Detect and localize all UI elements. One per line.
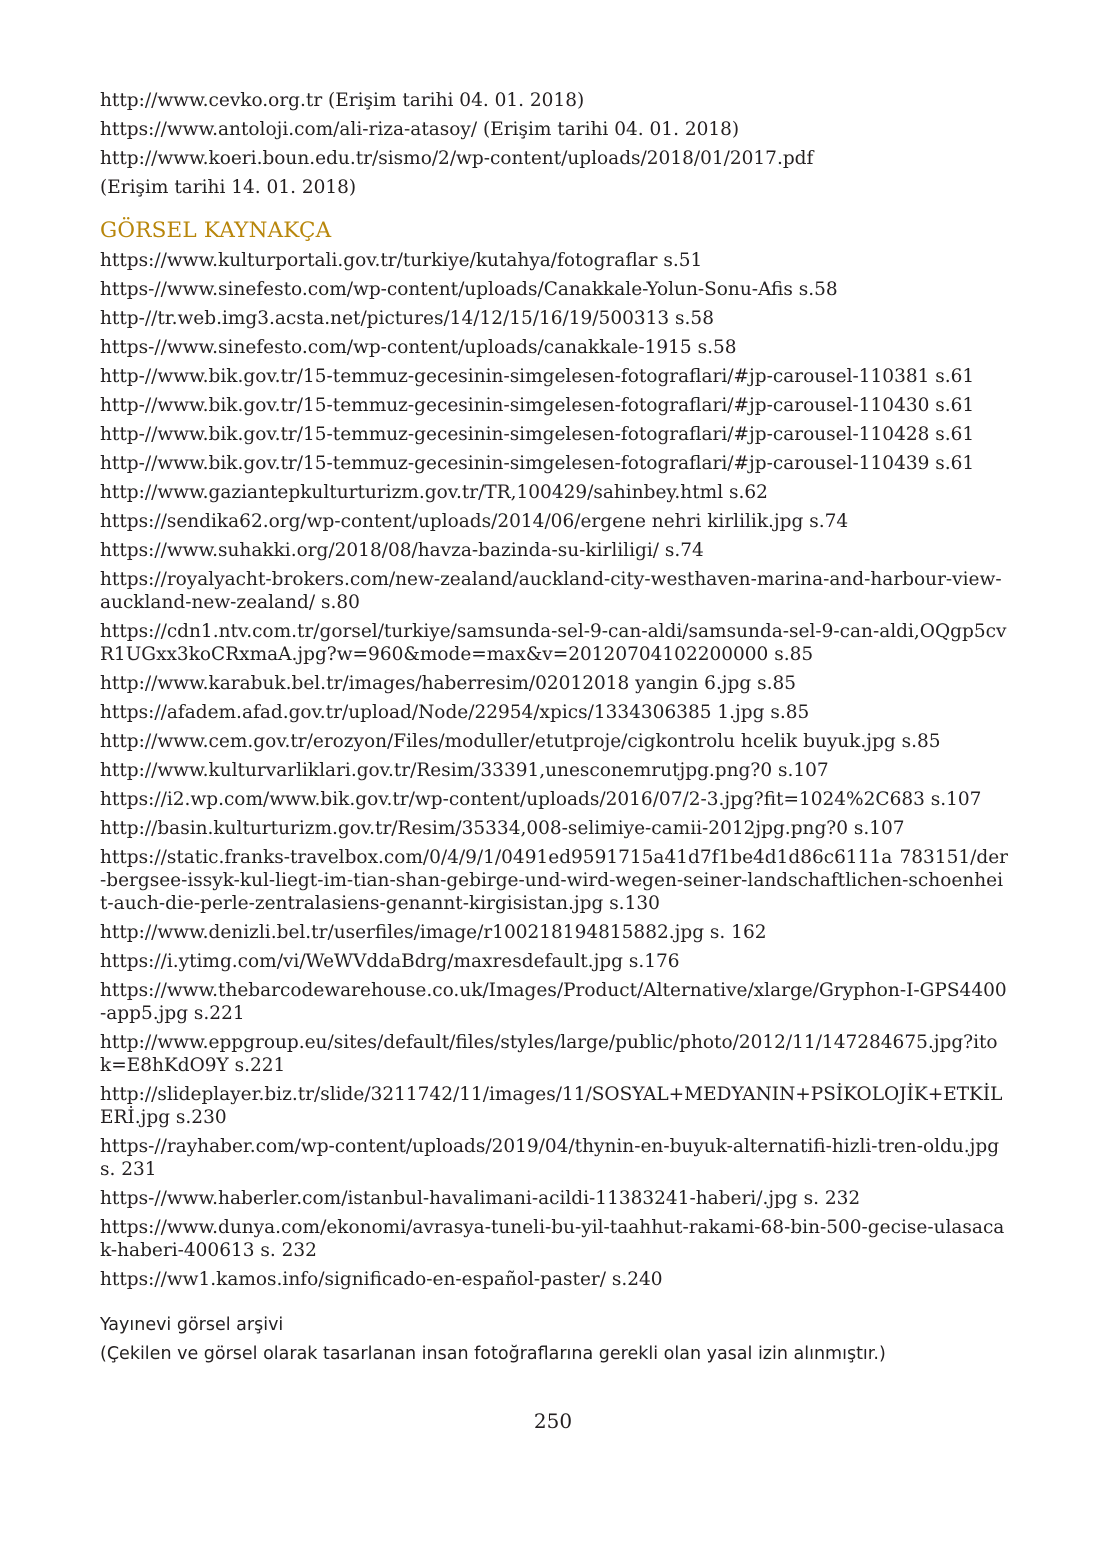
visual-reference: http://slideplayer.biz.tr/slide/3211742/11/images/11/SOSYAL+MEDYANIN+PSİKOLOJİK+ETKİLERİ.jpg s.230 [100,1084,1003,1128]
visual-reference: http-//www.bik.gov.tr/15-temmuz-gecesinin-simgelesen-fotograflari/#jp-carousel-110381 s.61 [100,366,975,387]
visual-reference: https://www.thebarcodewarehouse.co.uk/Images/Product/Alternative/xlarge/Gryphon-I-GPS4400-app5.jpg s.221 [100,980,1007,1024]
visual-reference: https://i.ytimg.com/vi/WeWVddaBdrg/maxresdefault.jpg s.176 [100,951,680,972]
visual-reference: https://cdn1.ntv.com.tr/gorsel/turkiye/samsunda-sel-9-can-aldi/samsunda-sel-9-can-aldi,OQgp5cvR1UGxx3koCRxmaA.jpg?w=960&mode=max&v=20120704102200000 s.85 [100,621,1007,665]
visual-reference: https://ww1.kamos.info/significado-en-español-paster/ s.240 [100,1269,663,1290]
visual-reference: http://basin.kulturturizm.gov.tr/Resim/35334,008-selimiye-camii-2012jpg.png?0 s.107 [100,818,905,839]
visual-reference: https://royalyacht-brokers.com/new-zealand/auckland-city-westhaven-marina-and-harbour-view-auckland-new-zealand/ s.80 [100,569,1002,613]
visual-reference: http-//www.bik.gov.tr/15-temmuz-gecesinin-simgelesen-fotograflari/#jp-carousel-110439 s.61 [100,453,975,474]
web-references [100,86,1008,202]
visual-reference: https-//www.haberler.com/istanbul-havalimani-acildi-11383241-haberi/.jpg s. 232 [100,1188,861,1209]
section-title: GÖRSEL KAYNAKÇA [100,218,332,243]
visual-reference: https://www.suhakki.org/2018/08/havza-bazinda-su-kirliligi/ s.74 [100,540,704,561]
visual-reference: https-//www.sinefesto.com/wp-content/uploads/Canakkale-Yolun-Sonu-Afis s.58 [100,279,838,300]
visual-reference: http://www.kulturvarliklari.gov.tr/Resim/33391,unesconemrutjpg.png?0 s.107 [100,760,829,781]
visual-reference: https://www.kulturportali.gov.tr/turkiye/kutahya/fotograflar s.51 [100,250,703,271]
visual-reference: https://www.dunya.com/ekonomi/avrasya-tuneli-bu-yil-taahhut-rakami-68-bin-500-gecise-ulasacak-haberi-400613 s. 232 [100,1217,1005,1261]
visual-reference: http-//www.bik.gov.tr/15-temmuz-gecesinin-simgelesen-fotograflari/#jp-carousel-110430 s.61 [100,395,975,416]
web-reference: http://www.koeri.boun.edu.tr/sismo/2/wp-content/uploads/2018/01/2017.pdf [100,148,814,169]
visual-reference: https-//rayhaber.com/wp-content/uploads/2019/04/thynin-en-buyuk-alternatifi-hizli-tren-oldu.jpg s. 231 [100,1136,1000,1180]
visual-reference: http://www.cem.gov.tr/erozyon/Files/moduller/etutproje/cigkontrolu hcelik buyuk.jpg s.85 [100,731,941,752]
visual-reference: https://afadem.afad.gov.tr/upload/Node/22954/xpics/1334306385 1.jpg s.85 [100,702,810,723]
archive-title: Yayınevi görsel arşivi [100,1315,284,1335]
visual-reference: http://www.gaziantepkulturturizm.gov.tr/TR,100429/sahinbey.html s.62 [100,482,768,503]
visual-reference: http://www.karabuk.bel.tr/images/haberresim/02012018 yangin 6.jpg s.85 [100,673,796,694]
page-number: 250 [533,1409,573,1433]
visual-reference: http://www.eppgroup.eu/sites/default/files/styles/large/public/photo/2012/11/147284675.jpg?itok=E8hKdO9Y s.221 [100,1032,998,1076]
document-page [100,86,1008,1369]
visual-reference: https://i2.wp.com/www.bik.gov.tr/wp-content/uploads/2016/07/2-3.jpg?fit=1024%2C683 s.107 [100,789,982,810]
web-reference: http://www.cevko.org.tr (Erişim tarihi 04. 01. 2018) [100,90,585,111]
visual-reference: http-//tr.web.img3.acsta.net/pictures/14/12/15/16/19/500313 s.58 [100,308,714,329]
visual-reference: http-//www.bik.gov.tr/15-temmuz-gecesinin-simgelesen-fotograflari/#jp-carousel-110428 s.61 [100,424,975,445]
web-reference: https://www.antoloji.com/ali-riza-atasoy/ (Erişim tarihi 04. 01. 2018) [100,119,740,140]
archive-note: (Çekilen ve görsel olarak tasarlanan insan fotoğraflarına gerekli olan yasal izin alınmıştır.) [100,1344,886,1364]
visual-reference: https://static.franks-travelbox.com/0/4/9/1/0491ed9591715a41d7f1be4d1d86c6111a 783151/der-bergsee-issyk-kul-liegt-im-tian-shan-gebirge-und-wird-wegen-seiner-landschaftlichen-schoenheit-auch-die-perle-zentralasiens-genannt-kirgisistan.jpg s.130 [100,847,1008,914]
visual-reference: https-//www.sinefesto.com/wp-content/uploads/canakkale-1915 s.58 [100,337,737,358]
visual-references-list [100,249,1008,1291]
web-reference-access-date: (Erişim tarihi 14. 01. 2018) [100,177,357,198]
archive-section [100,1311,1008,1369]
visual-reference: http://www.denizli.bel.tr/userfiles/image/r100218194815882.jpg s. 162 [100,922,767,943]
visual-reference: https://sendika62.org/wp-content/uploads/2014/06/ergene nehri kirlilik.jpg s.74 [100,511,849,532]
